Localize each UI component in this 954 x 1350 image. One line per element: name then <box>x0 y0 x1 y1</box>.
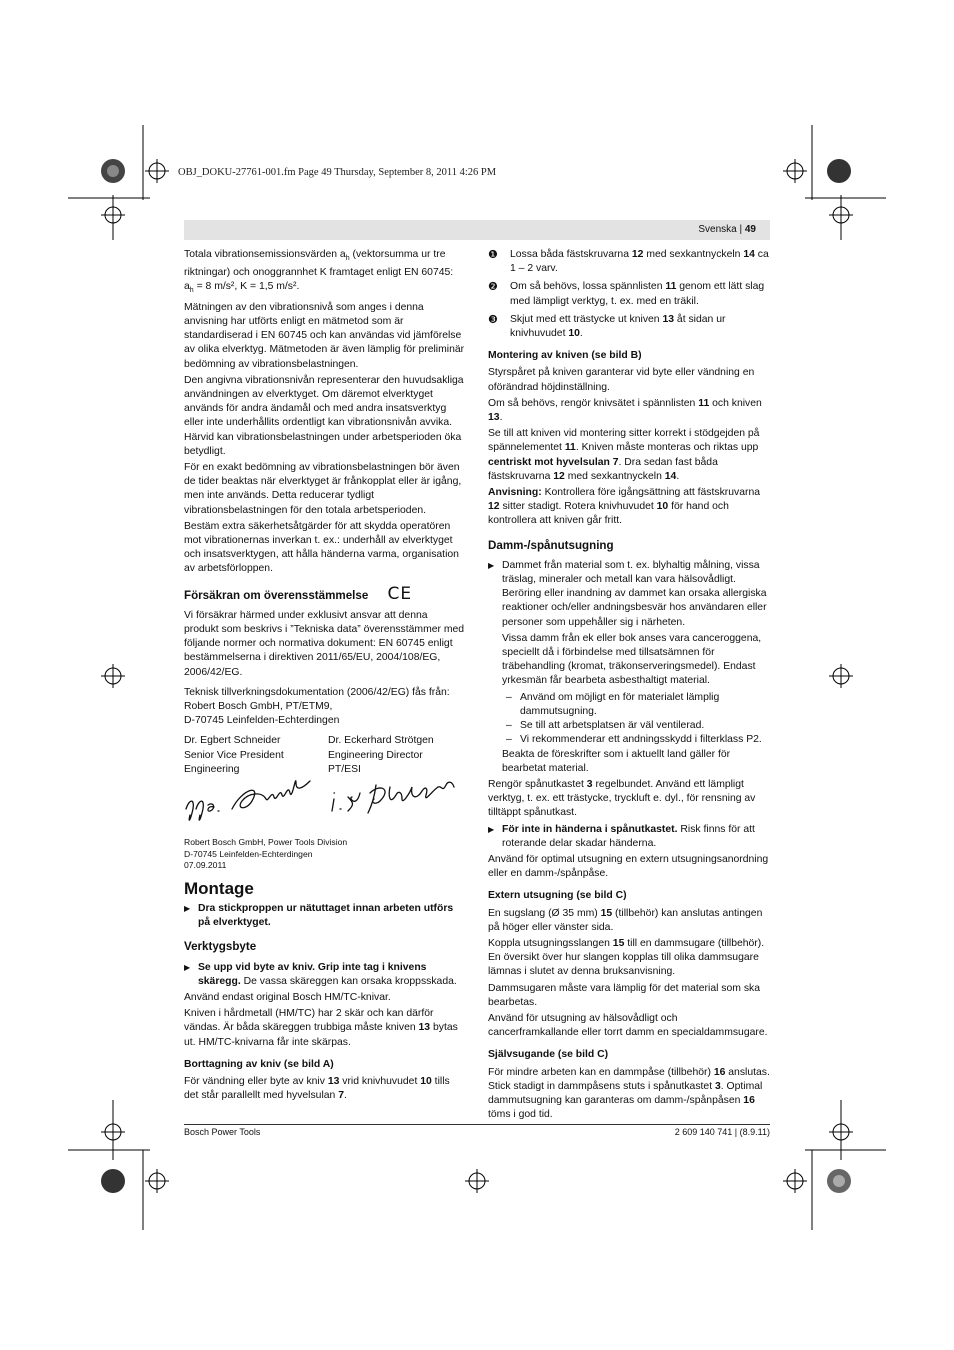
signatories <box>184 734 465 777</box>
self-extraction-heading: Självsugande (se bild C) <box>488 1049 609 1061</box>
mounting-para-3: Se till att kniven vid montering sitter korrekt i stödgejden på spännelementet 11. Kniven måste monteras och riktas upp centriskt mot hyvelsulan 7. Dra sedan fast båda fästskruvarna 12 med sexkantnyckeln 14. <box>488 428 760 482</box>
footer-rule <box>184 1124 770 1125</box>
mounting-para-2: Om så behövs, rengör knivsätet i spännlisten 11 och kniven 13. <box>488 397 762 424</box>
file-slug: OBJ_DOKU-27761-001.fm Page 49 Thursday, September 8, 2011 4:26 PM <box>178 167 497 178</box>
right-column <box>488 248 770 1124</box>
handwritten-signatures <box>184 779 465 831</box>
dust-regulations: Beakta de föreskrifter som i aktuellt land gäller för bearbetat material. <box>502 748 731 774</box>
removal-step-3: ❸ Skjut med ett trästycke ut kniven 13 åt sidan ur knivhuvudet 10. <box>488 313 726 340</box>
signatory-right-dept: PT/ESI <box>328 763 361 775</box>
dust-clean: Rengör spånutkastet 3 regelbundet. Använd ett lämpligt verktyg, t. ex. ett trästycke, tryckluft e. dyl., för rensning av tilltäppt spånutkast. <box>488 778 756 819</box>
removal-step-2: ❷ Om så behövs, lossa spännlisten 11 genom ett lätt slag med lämpligt verktyg, t. ex. med en träkil. <box>488 281 765 307</box>
ce-mark: CE <box>387 583 413 604</box>
montage-heading: Montage <box>184 878 254 898</box>
page-header <box>184 220 770 240</box>
vibration-para-2: Mätningen av den vibrationsnivå som anges i denna anvisning har utförts enligt en mätmetod som är standardiserad i EN 60745 och kan användas vid jämförelse av olika elverktyg. Mätmetoden är även lämplig för preliminär bedömning av vibrationsbelastningen. <box>184 301 465 370</box>
dust-dash-1: – Använd om möjligt en för materialet lämplig dammutsugning. <box>506 691 720 717</box>
vibration-para-4: För en exakt bedömning av vibrationsbelastningen bör även de tider beaktas när elverktyget är frånkopplat eller är igång, men inte används. Detta reducerar tydligt vibrationsbelastningen för den totala arbetsperioden. <box>184 462 462 516</box>
external-para-4: Använd för utsugning av hälsovådligt och cancerframkallande eller torrt damm en specialdammsugare. <box>488 1012 768 1039</box>
conformity-para-2: Teknisk tillverkningsdokumentation (2006/42/EG) fås från: <box>184 686 450 698</box>
vibration-para-1: Totala vibrationsemissionsvärden $a_h$ (vektorsumma ur tre riktningar) och onoggrannhet K framtaget enligt EN 60745: $a_h = 8$ m/s², K = 1,5 m/s². <box>184 249 454 295</box>
signatory-left-dept: Engineering <box>184 763 240 775</box>
external-para-1: En sugslang (Ø 35 mm) 15 (tillbehör) kan anslutas antingen på höger eller vänster sida. <box>488 907 763 933</box>
removal-step-1: ❶ Lossa båda fästskruvarna 12 med sexkantnyckeln 14 ca 1 – 2 varv. <box>488 249 769 275</box>
tool-change-warning: ▶ Se upp vid byte av kniv. Grip inte tag i knivens skäregg. De vassa skäreggen kan orsaka kroppsskada. <box>184 961 465 989</box>
mounting-heading: Montering av kniven (se bild B) <box>488 350 642 362</box>
conformity-para-1: Vi försäkrar härmed under exklusivt ansvar att denna produkt som beskrivs i ”Tekniska data” överensstämmer med följande normer och normativa dokument: EN 60745 enligt bestämmelserna i direktiven 2011/65/EU, 2004/108/EG, 2006/42/EG. <box>184 609 465 678</box>
dust-hands-warning: ▶ För inte in händerna i spånutkastet. Risk finns för att roterande delar skadar händerna. <box>488 823 770 851</box>
conformity-heading: Försäkran om överensstämmelse CE <box>184 583 413 604</box>
removal-heading: Borttagning av kniv (se bild A) <box>184 1058 334 1070</box>
header-language: Svenska <box>698 224 737 235</box>
external-para-2: Koppla utsugningsslangen 15 till en dammsugare (tillbehör). En översikt över hur slangen kopplas till olika dammsugare lämnas i slutet av denna bruksanvisning. <box>488 937 765 978</box>
vibration-para-3: Den angivna vibrationsnivån representerar den huvudsakliga användningen av elverktyget. Om däremot elverktyget används för andra ändamål och med andra insatsverktyg eller inte underhållits ordentligt kan vibrationsnivån avvika. Härvid kan vibrationsbelastningen under arbetsperioden öka betydligt. <box>184 374 464 457</box>
external-para-3: Dammsugaren måste vara lämplig för det material som ska bearbetas. <box>488 982 760 1008</box>
footer-brand: Bosch Power Tools <box>184 1127 261 1137</box>
signatory-left-name: Dr. Egbert Schneider <box>184 735 281 747</box>
tool-change-para-2: Kniven i hårdmetall (HM/TC) har 2 skär och kan därför vändas. Är båda skäreggen trubbiga måste kniven 13 bytas ut. HM/TC-knivarna får inte skärpas. <box>184 1008 458 1048</box>
self-extraction-para: För mindre arbeten kan en dammpåse (tillbehör) 16 anslutas. Stick stadigt in dammpåsens stuts i spånutkastet 3. Optimal dammutsugning kan garanteras om damm-/spånpåsen 16 töms i god tid. <box>488 1066 770 1121</box>
montage-warning: ▶ Dra stickproppen ur nätuttaget innan arbeten utförs på elverktyget. <box>184 902 465 930</box>
header-separator: | <box>739 224 743 235</box>
mounting-note: Anvisning: Kontrollera före igångsättning att fästskruvarna 12 sitter stadigt. Rotera knivhuvudet 10 för hand och kontrollera att kniven går fritt. <box>488 487 761 527</box>
removal-para: För vändning eller byte av kniv 13 vrid knivhuvudet 10 tills det står parallellt med hyvelsulan 7. <box>184 1076 450 1102</box>
mounting-para-1: Styrspåret på kniven garanterar vid byte eller vändning en oförändrad höjdinställning. <box>488 367 755 393</box>
footer-docnumber: 2 609 140 741 | (8.9.11) <box>674 1127 770 1137</box>
conformity-para-3: Robert Bosch GmbH, PT/ETM9, <box>184 701 333 713</box>
dust-warning-2: Vissa damm från ek eller bok anses vara canceroggena, speciellt då i förbindelse med tillsatsämnen för träbehandling (kromat, träkonserveringsmedel). Endast yrkesmän får bearbeta asbesthaltigt material. <box>502 632 762 687</box>
conformity-para-4: D-70745 Leinfelden-Echterdingen <box>184 715 340 727</box>
vibration-para-5: Bestäm extra säkerhetsåtgärder för att skydda operatören mot vibrationernas inverkan t. ex.: underhåll av elverktyget och insatsverktygen, att hålla händerna varma, organisation av arbetsförloppen. <box>184 520 459 575</box>
signatory-right-name: Dr. Eckerhard Strötgen <box>328 735 434 747</box>
external-extraction-heading: Extern utsugning (se bild C) <box>488 890 627 902</box>
signatory-left-title: Senior Vice President <box>184 749 284 761</box>
dust-extraction-heading: Damm-/spånutsugning <box>488 538 614 552</box>
page-number: 49 <box>744 224 756 235</box>
dust-dash-3: – Vi rekommenderar ett andningsskydd i filterklass P2. <box>506 734 762 746</box>
company-address: Robert Bosch GmbH, Power Tools Division D-70745 Leinfelden-Echterdingen 07.09.2011 <box>184 837 348 871</box>
tool-change-para-1: Använd endast original Bosch HM/TC-knivar. <box>184 992 391 1004</box>
dust-optimal: Använd för optimal utsugning en extern utsugningsanordning eller en damm-/spånpåse. <box>488 853 769 880</box>
signatory-right-title: Engineering Director <box>328 749 423 761</box>
left-column <box>184 248 465 1105</box>
dust-dash-2: – Se till att arbetsplatsen är väl ventilerad. <box>506 720 705 732</box>
dust-warning-1: ▶ Dammet från material som t. ex. blyhaltig målning, vissa träslag, mineraler och metall kan vara hälsovådligt. Beröring eller inandning av dammet kan orsaka allergiska reaktioner och/eller andningsbesvär hos användaren eller personer som uppehåller sig i närheten. <box>488 559 770 630</box>
tool-change-heading: Verktygsbyte <box>184 940 257 954</box>
